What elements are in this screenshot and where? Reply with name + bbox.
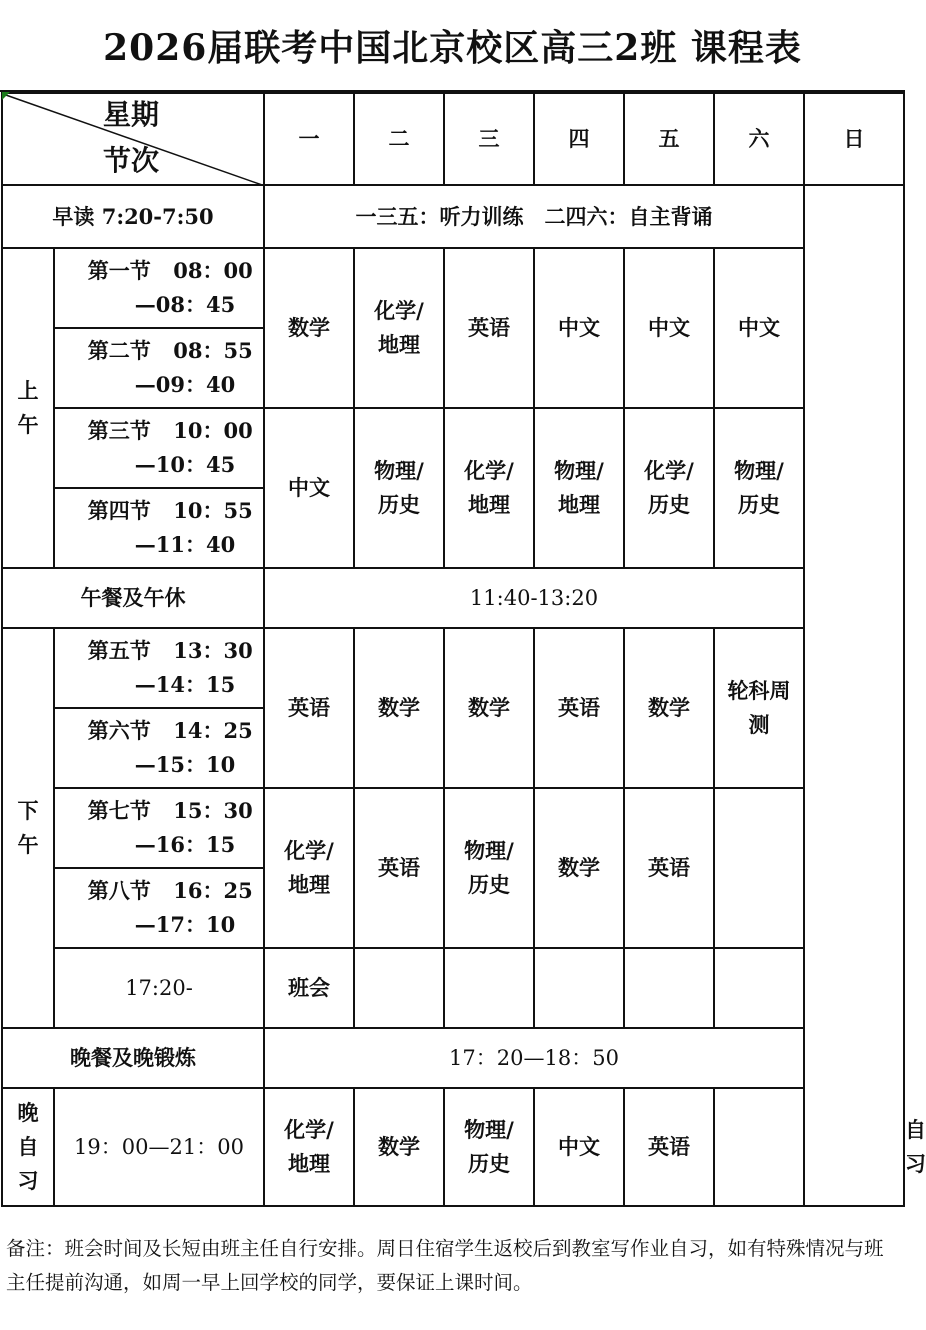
am-label bbox=[2, 248, 54, 568]
day-header-tue: 二 bbox=[354, 93, 444, 185]
period-cell bbox=[54, 788, 264, 868]
period-row bbox=[2, 248, 904, 328]
sunday-empty-cell bbox=[804, 185, 904, 1206]
evening-label-text: 晚自习 bbox=[17, 1100, 39, 1193]
period-end: —17：10 bbox=[134, 912, 236, 937]
period-row bbox=[2, 628, 904, 708]
course-cell: 数学 bbox=[354, 628, 444, 788]
course-text: 轮科周测 bbox=[727, 678, 791, 737]
morning-read-label: 早读 7:20-7:50 bbox=[2, 185, 264, 248]
dinner-time: 17：20—18：50 bbox=[264, 1028, 804, 1088]
period-end: —15：10 bbox=[134, 752, 236, 777]
period-end: —14：15 bbox=[134, 672, 236, 697]
header-row bbox=[2, 93, 904, 185]
course-cell: 数学 bbox=[624, 628, 714, 788]
lunch-row bbox=[2, 568, 904, 628]
period-cell bbox=[54, 868, 264, 948]
period-start: 16：25 bbox=[173, 878, 253, 903]
course-cell: 数学 bbox=[264, 248, 354, 408]
course-text: 物理/地理 bbox=[554, 458, 604, 517]
period-name: 第七节 bbox=[87, 798, 151, 823]
am-label-text: 上午 bbox=[17, 378, 39, 437]
course-cell bbox=[624, 408, 714, 568]
pm-label bbox=[2, 628, 54, 1028]
course-cell: 中文 bbox=[534, 248, 624, 408]
lunch-label: 午餐及午休 bbox=[2, 568, 264, 628]
page-title: 2026届联考中国北京校区高三2班 课程表 bbox=[0, 0, 905, 92]
course-cell: 数学 bbox=[354, 1088, 444, 1206]
period-start: 10：00 bbox=[173, 418, 253, 443]
period-name: 第二节 bbox=[87, 338, 151, 363]
period-name: 第八节 bbox=[87, 878, 151, 903]
course-cell: 数学 bbox=[534, 788, 624, 948]
course-cell: 中文 bbox=[534, 1088, 624, 1206]
footnote: 备注：班会时间及长短由班主任自行安排。周日住宿学生返校后到教室写作业自习，如有特殊情况与班主任提前沟通，如周一早上回学校的同学，要保证上课时间。 bbox=[6, 1237, 884, 1294]
morning-read-content: 一三五：听力训练 二四六：自主背诵 bbox=[264, 185, 804, 248]
course-cell: 数学 bbox=[444, 628, 534, 788]
course-cell bbox=[534, 948, 624, 1028]
period-start: 15：30 bbox=[173, 798, 253, 823]
period-start: 14：25 bbox=[173, 718, 253, 743]
course-cell: 英语 bbox=[264, 628, 354, 788]
class-meeting-row bbox=[2, 948, 904, 1028]
course-cell bbox=[444, 1088, 534, 1206]
course-cell bbox=[714, 628, 804, 788]
course-cell bbox=[354, 948, 444, 1028]
corner-marker bbox=[2, 92, 10, 100]
period-row bbox=[2, 408, 904, 488]
morning-read-row bbox=[2, 185, 904, 248]
course-text: 化学/地理 bbox=[464, 458, 514, 517]
course-cell bbox=[714, 1088, 804, 1206]
day-header-sat: 六 bbox=[714, 93, 804, 185]
period-end: —11：40 bbox=[134, 532, 236, 557]
period-start: 08：00 bbox=[173, 258, 253, 283]
class-meeting-time: 17:20- bbox=[54, 948, 264, 1028]
course-text: 化学/地理 bbox=[284, 838, 334, 897]
course-text: 物理/历史 bbox=[374, 458, 424, 517]
period-name: 第一节 bbox=[87, 258, 151, 283]
day-header-fri: 五 bbox=[624, 93, 714, 185]
course-text: 物理/历史 bbox=[464, 1117, 514, 1176]
period-start: 10：55 bbox=[173, 498, 253, 523]
period-name: 第三节 bbox=[87, 418, 151, 443]
course-cell bbox=[534, 408, 624, 568]
course-cell bbox=[264, 788, 354, 948]
diagonal-header-cell bbox=[2, 93, 264, 185]
period-cell bbox=[54, 248, 264, 328]
course-cell bbox=[444, 408, 534, 568]
period-end: —08：45 bbox=[134, 292, 236, 317]
day-header-thu: 四 bbox=[534, 93, 624, 185]
lunch-time: 11:40-13:20 bbox=[264, 568, 804, 628]
day-header-mon: 一 bbox=[264, 93, 354, 185]
course-cell: 英语 bbox=[624, 1088, 714, 1206]
evening-row: 晚自习 19：00—21：00 化学/地理 数学 物理/历史 中文 英语 自习 bbox=[2, 1088, 904, 1206]
course-text: 物理/历史 bbox=[464, 838, 514, 897]
period-start: 13：30 bbox=[173, 638, 253, 663]
dinner-label: 晚餐及晚锻炼 bbox=[2, 1028, 264, 1088]
period-end: —09：40 bbox=[134, 372, 236, 397]
course-cell: 英语 bbox=[444, 248, 534, 408]
day-header-wed: 三 bbox=[444, 93, 534, 185]
pm-label-text: 下午 bbox=[17, 798, 39, 857]
course-cell bbox=[714, 788, 804, 948]
course-cell: 中文 bbox=[264, 408, 354, 568]
period-cell bbox=[54, 708, 264, 788]
course-text: 化学/地理 bbox=[374, 298, 424, 357]
course-text: 物理/历史 bbox=[734, 458, 784, 517]
course-cell bbox=[444, 788, 534, 948]
period-row bbox=[2, 788, 904, 868]
course-cell bbox=[444, 948, 534, 1028]
period-name: 第四节 bbox=[87, 498, 151, 523]
course-cell bbox=[624, 948, 714, 1028]
header-week-label: 星期 bbox=[103, 98, 160, 131]
timetable bbox=[1, 92, 926, 1207]
course-cell bbox=[354, 408, 444, 568]
course-cell: 英语 bbox=[354, 788, 444, 948]
evening-time: 19：00—21：00 bbox=[54, 1088, 264, 1206]
course-cell bbox=[714, 948, 804, 1028]
course-cell: 中文 bbox=[624, 248, 714, 408]
course-text: 化学/地理 bbox=[284, 1117, 334, 1176]
course-cell: 英语 bbox=[624, 788, 714, 948]
course-cell bbox=[714, 408, 804, 568]
period-start: 08：55 bbox=[173, 338, 253, 363]
evening-label bbox=[2, 1088, 54, 1206]
dinner-row bbox=[2, 1028, 904, 1088]
period-cell bbox=[54, 488, 264, 568]
day-header-sun: 日 bbox=[804, 93, 904, 185]
course-cell: 班会 bbox=[264, 948, 354, 1028]
period-cell bbox=[54, 628, 264, 708]
course-cell bbox=[354, 248, 444, 408]
period-name: 第六节 bbox=[87, 718, 151, 743]
course-cell: 英语 bbox=[534, 628, 624, 788]
period-cell bbox=[54, 408, 264, 488]
period-end: —10：45 bbox=[134, 452, 236, 477]
period-name: 第五节 bbox=[87, 638, 151, 663]
course-cell: 中文 bbox=[714, 248, 804, 408]
period-end: —16：15 bbox=[134, 832, 236, 857]
course-text: 化学/历史 bbox=[644, 458, 694, 517]
course-cell bbox=[264, 1088, 354, 1206]
header-period-label: 节次 bbox=[103, 144, 160, 177]
period-cell bbox=[54, 328, 264, 408]
